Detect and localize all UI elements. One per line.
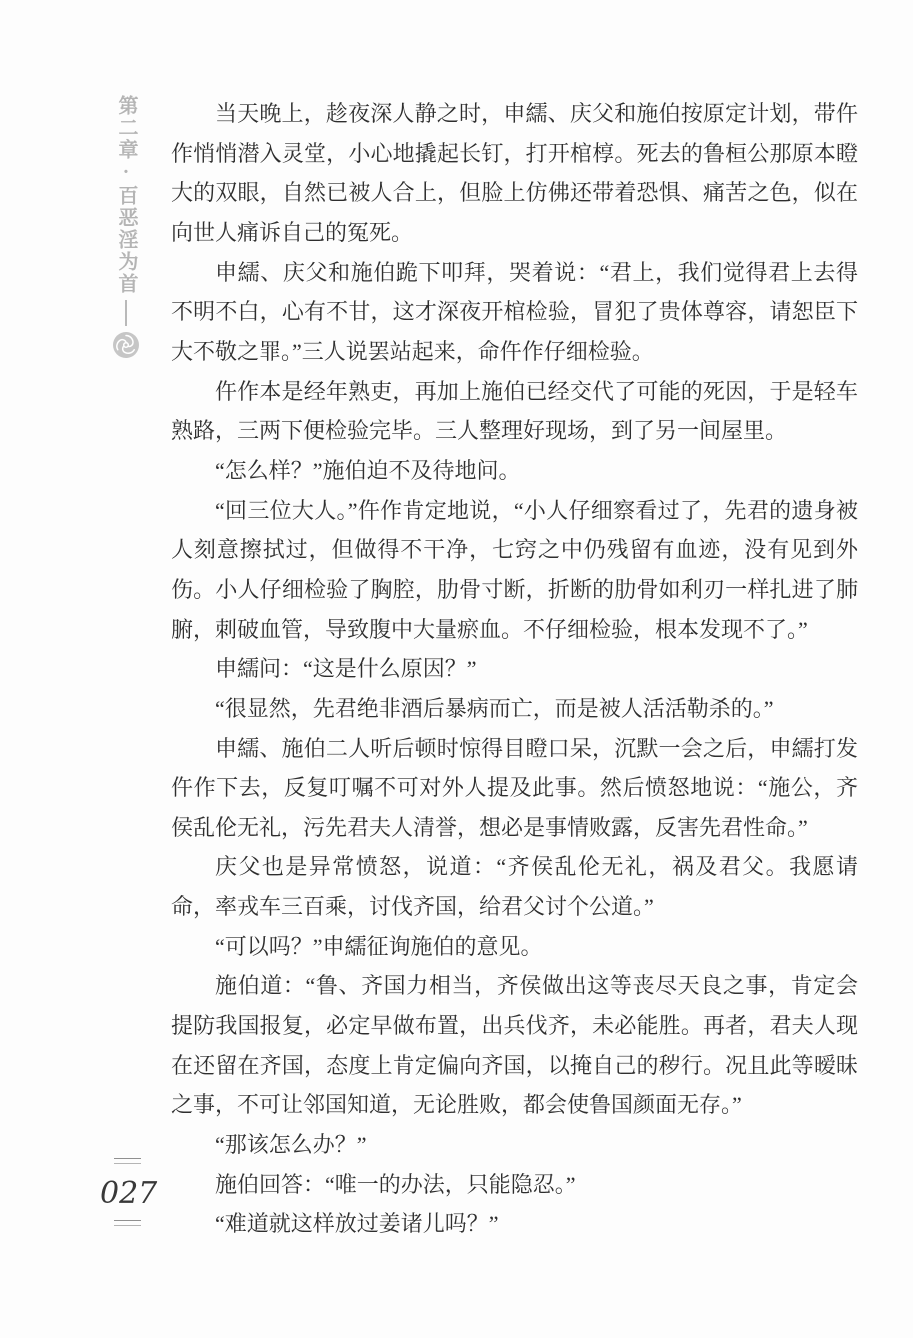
body-text xyxy=(171,94,858,1244)
folio-top-rule xyxy=(114,1158,141,1164)
paragraph: 申繻、庆父和施伯跪下叩拜，哭着说：“君上，我们觉得君上去得不明不白，心有不甘，这才深夜开棺检验，冒犯了贵体尊容，请恕臣下大不敬之罪。”三人说罢站起来，命仵作仔细检验。 xyxy=(171,259,858,364)
chapter-title: 第二章·百恶淫为首 xyxy=(115,95,137,295)
paragraph: “那该怎么办？” xyxy=(215,1132,367,1158)
paragraph: “回三位大人。”仵作肯定地说，“小人仔细察看过了，先君的遗身被人刻意擦拭过，但做得不干净，七窍之中仍残留有血迹，没有见到外伤。小人仔细检验了胸腔，肋骨寸断，折断的肋骨如利刃一样扎进了肺腑，刺破血管，导致腹中大量瘀血。不仔细检验，根本发现不了。” xyxy=(171,497,858,642)
paragraph: 申繻、施伯二人听后顿时惊得目瞪口呆，沉默一会之后，申繻打发仵作下去，反复叮嘱不可对外人提及此事。然后愤怒地说：“施公，齐侯乱伦无礼，污先君夫人清誉，想必是事情败露，反害先君性命。” xyxy=(171,735,858,840)
paragraph: 施伯道：“鲁、齐国力相当，齐侯做出这等丧尽天良之事，肯定会提防我国报复，必定早做布置，出兵伐齐，未必能胜。再者，君夫人现在还留在齐国，态度上肯定偏向齐国，以掩自己的秽行。况且此等暧昧之事，不可让邻国知道，无论胜败，都会使鲁国颜面无存。” xyxy=(171,973,858,1118)
paragraph: “很显然，先君绝非酒后暴病而亡，而是被人活活勒杀的。” xyxy=(215,695,774,721)
paragraph: 当天晚上，趁夜深人静之时，申繻、庆父和施伯按原定计划，带仵作悄悄潜入灵堂，小心地撬起长钉，打开棺椁。死去的鲁桓公那原本瞪大的双眼，自然已被人合上，但脸上仿佛还带着恐惧、痛苦之色，似在向世人痛诉自己的冤死。 xyxy=(171,101,858,245)
paragraph: 仵作本是经年熟吏，再加上施伯已经交代了可能的死因，于是轻车熟路，三两下便检验完毕。三人整理好现场，到了另一间屋里。 xyxy=(171,378,858,444)
paragraph: “难道就这样放过姜诸儿吗？” xyxy=(215,1211,499,1237)
paragraph: 施伯回答：“唯一的办法，只能隐忍。” xyxy=(215,1171,576,1197)
cloud-swirl-icon xyxy=(112,331,140,359)
paragraph: “可以吗？”申繻征询施伯的意见。 xyxy=(215,933,543,959)
paragraph: 申繻问：“这是什么原因？” xyxy=(215,656,477,682)
chapter-sidebar xyxy=(111,95,141,359)
folio-bottom-rule xyxy=(114,1220,141,1226)
page-number: 027 xyxy=(100,1176,158,1211)
paragraph: “怎么样？”施伯迫不及待地问。 xyxy=(215,457,521,483)
paragraph: 庆父也是异常愤怒，说道：“齐侯乱伦无礼，祸及君父。我愿请命，率戎车三百乘，讨伐齐国，给君父讨个公道。” xyxy=(171,854,858,920)
folio-block xyxy=(100,1158,158,1226)
chapter-dash-rule xyxy=(125,300,127,326)
